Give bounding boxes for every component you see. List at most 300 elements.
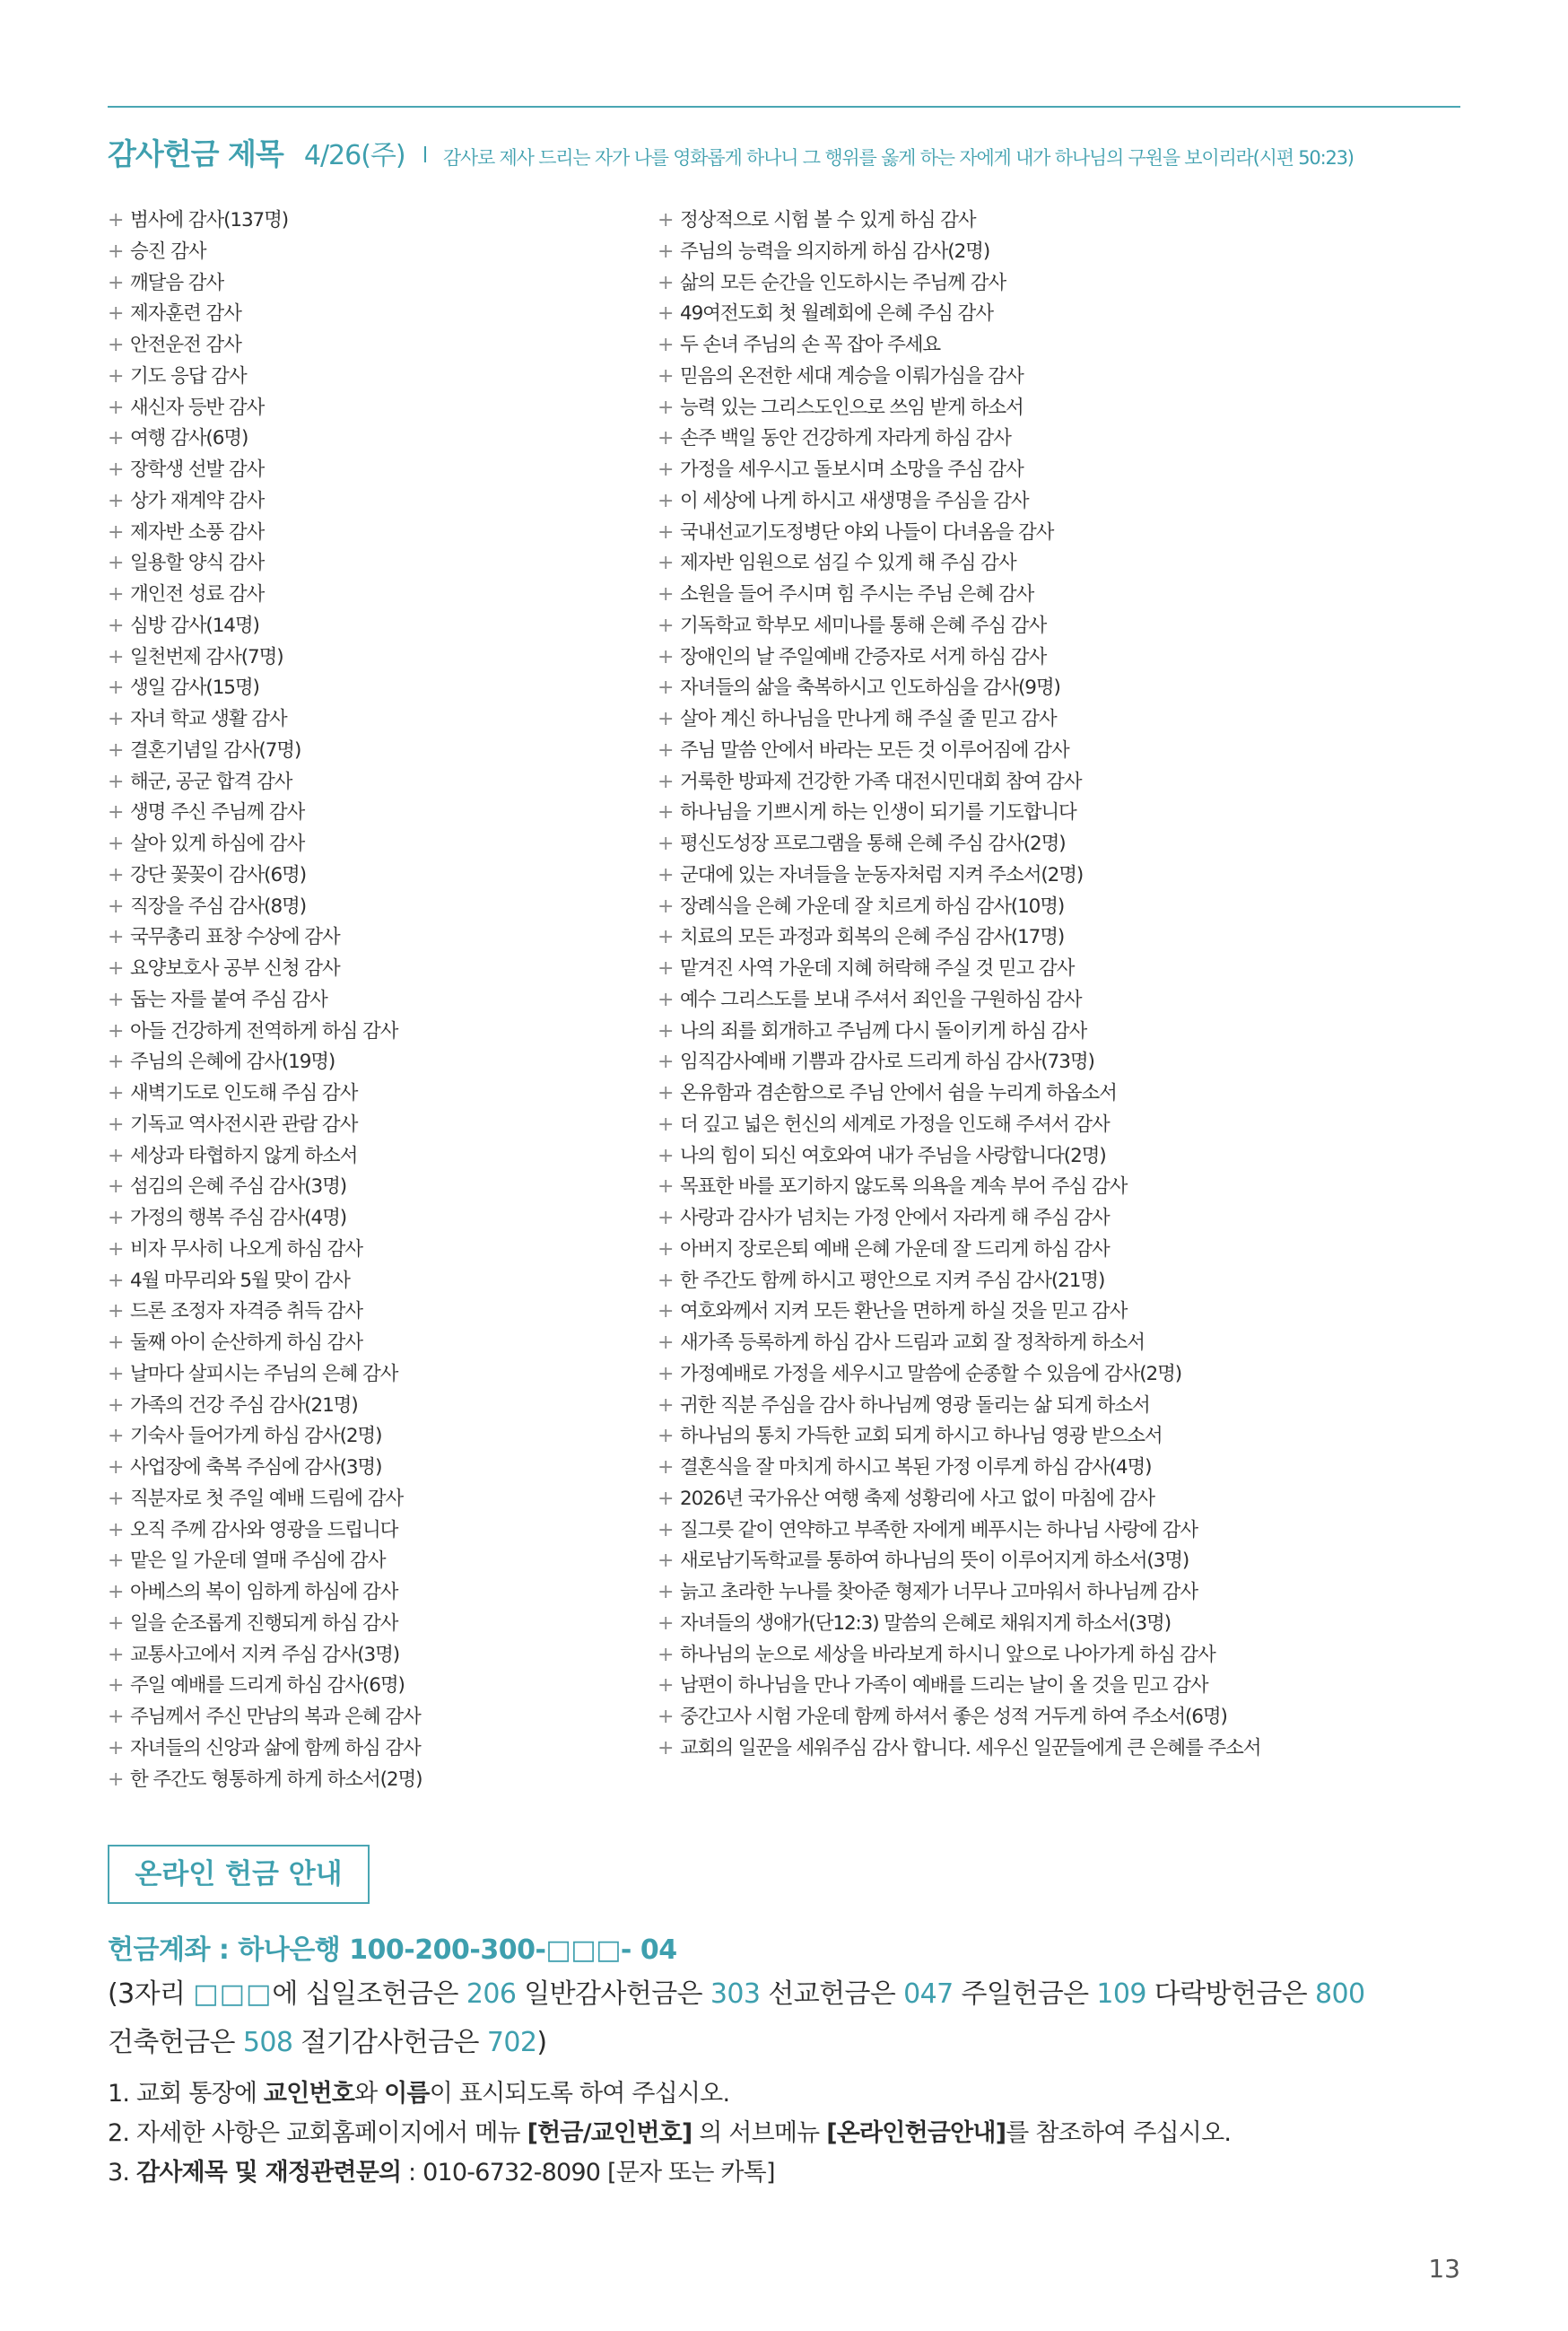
list-item bbox=[658, 455, 1465, 486]
plus-icon: + bbox=[658, 1674, 674, 1698]
list-item-text: 아베스의 복이 임하게 하심에 감사 bbox=[130, 1581, 398, 1603]
code-tithe: 206 bbox=[466, 1978, 517, 2010]
list-item bbox=[658, 1484, 1465, 1515]
list-item bbox=[108, 798, 646, 829]
list-item bbox=[658, 1328, 1465, 1359]
list-item-text: 새로남기독학교를 통하여 하나님의 뜻이 이루어지게 하소서(3명) bbox=[680, 1550, 1189, 1573]
plus-icon: + bbox=[108, 1768, 124, 1791]
list-item bbox=[108, 985, 646, 1017]
codes-intro: (3자리 bbox=[108, 1978, 194, 2010]
plus-icon: + bbox=[108, 1113, 124, 1136]
list-item bbox=[108, 299, 646, 330]
list-item bbox=[658, 673, 1465, 704]
plus-icon: + bbox=[108, 863, 124, 886]
list-item-text: 가정을 세우시고 돌보시며 소망을 주심 감사 bbox=[680, 458, 1024, 481]
plus-icon: + bbox=[658, 427, 674, 450]
top-divider bbox=[108, 106, 1460, 108]
list-item bbox=[108, 1110, 646, 1141]
page-number: 13 bbox=[1428, 2254, 1460, 2283]
plus-icon: + bbox=[108, 1207, 124, 1229]
list-item-text: 맡은 일 가운데 열매 주심에 감사 bbox=[130, 1550, 386, 1573]
plus-icon: + bbox=[658, 240, 674, 263]
list-item-text: 두 손녀 주님의 손 꼭 잡아 주세요 bbox=[680, 334, 941, 356]
list-item-text: 목표한 바를 포기하지 않도록 의욕을 계속 부어 주심 감사 bbox=[680, 1175, 1128, 1199]
plus-icon: + bbox=[108, 957, 124, 980]
note-1 bbox=[108, 2074, 1231, 2114]
list-item-text: 요양보호사 공부 신청 감사 bbox=[130, 957, 340, 980]
section-date: 4/26(주) bbox=[303, 140, 405, 171]
list-item-text: 생일 감사(15명) bbox=[130, 677, 259, 700]
list-item-text: 여호와께서 지켜 모든 환난을 면하게 하실 것을 믿고 감사 bbox=[680, 1300, 1128, 1323]
plus-icon: + bbox=[108, 240, 124, 263]
list-item bbox=[658, 1421, 1465, 1453]
list-item-text: 능력 있는 그리스도인으로 쓰임 받게 하소서 bbox=[680, 396, 1024, 419]
plus-icon: + bbox=[108, 334, 124, 356]
plus-icon: + bbox=[658, 863, 674, 886]
plus-icon: + bbox=[108, 552, 124, 575]
list-item-text: 결혼기념일 감사(7명) bbox=[130, 738, 301, 762]
plus-icon: + bbox=[658, 1518, 674, 1541]
list-item-text: 국내선교기도정병단 야외 나들이 다녀옴을 감사 bbox=[680, 520, 1054, 544]
plus-icon: + bbox=[108, 302, 124, 326]
list-item bbox=[108, 1546, 646, 1577]
list-item-text: 49여전도회 첫 월례회에 은혜 주심 감사 bbox=[680, 302, 993, 326]
list-item-text: 나의 힘이 되신 여호와여 내가 주님을 사랑합니다(2명) bbox=[680, 1144, 1106, 1167]
list-item bbox=[108, 1453, 646, 1484]
online-offering-title: 온라인 헌금 안내 bbox=[108, 1845, 370, 1904]
section-title: 감사헌금 제목 bbox=[108, 136, 283, 171]
list-item bbox=[108, 704, 646, 736]
plus-icon: + bbox=[108, 1019, 124, 1043]
plus-icon: + bbox=[658, 1051, 674, 1074]
list-item-text: 늙고 초라한 누나를 찾아준 형제가 너무나 고마워서 하나님께 감사 bbox=[680, 1581, 1198, 1603]
plus-icon: + bbox=[658, 271, 674, 294]
list-item-text: 주님의 은혜에 감사(19명) bbox=[130, 1051, 335, 1074]
section-header bbox=[108, 131, 1471, 173]
list-item bbox=[658, 1609, 1465, 1640]
note-2-text-a: 2. 자세한 사항은 교회홈페이지에서 메뉴 bbox=[108, 2119, 527, 2147]
plus-icon: + bbox=[658, 1269, 674, 1292]
list-item bbox=[108, 237, 646, 268]
plus-icon: + bbox=[658, 1550, 674, 1573]
thanks-list-left bbox=[108, 205, 646, 1795]
plus-icon: + bbox=[658, 334, 674, 356]
list-item-text: 새벽기도로 인도해 주심 감사 bbox=[130, 1082, 358, 1104]
list-item-text: 믿음의 온전한 세대 계승을 이뤄가심을 감사 bbox=[680, 364, 1024, 388]
list-item bbox=[108, 829, 646, 860]
list-item bbox=[108, 860, 646, 892]
plus-icon: + bbox=[658, 489, 674, 512]
list-item-text: 하나님의 눈으로 세상을 바라보게 하시니 앞으로 나아가게 하심 감사 bbox=[680, 1643, 1215, 1666]
list-item bbox=[658, 1391, 1465, 1422]
code-building: 508 bbox=[242, 2027, 293, 2058]
list-item bbox=[658, 1172, 1465, 1203]
plus-icon: + bbox=[108, 833, 124, 855]
plus-icon: + bbox=[658, 1144, 674, 1167]
plus-icon: + bbox=[108, 1175, 124, 1199]
list-item-text: 손주 백일 동안 건강하게 자라게 하심 감사 bbox=[680, 427, 1011, 450]
plus-icon: + bbox=[108, 458, 124, 481]
plus-icon: + bbox=[658, 458, 674, 481]
list-item-text: 기독학교 학부모 세미나를 통해 은혜 주심 감사 bbox=[680, 614, 1047, 637]
list-item-text: 직장을 주심 감사(8명) bbox=[130, 895, 306, 918]
list-item-text: 제자반 임원으로 섬길 수 있게 해 주심 감사 bbox=[680, 552, 1016, 575]
plus-icon: + bbox=[658, 364, 674, 388]
list-item-text: 일천번제 감사(7명) bbox=[130, 645, 283, 668]
plus-icon: + bbox=[108, 738, 124, 762]
plus-icon: + bbox=[108, 801, 124, 825]
plus-icon: + bbox=[658, 708, 674, 730]
list-item bbox=[108, 1421, 646, 1453]
list-item bbox=[108, 642, 646, 674]
list-item-text: 거룩한 방파제 건강한 가족 대전시민대회 참여 감사 bbox=[680, 770, 1082, 793]
list-item bbox=[108, 330, 646, 362]
list-item bbox=[108, 1141, 646, 1173]
thanks-list-right bbox=[658, 205, 1465, 1765]
plus-icon: + bbox=[658, 1736, 674, 1759]
plus-icon: + bbox=[108, 427, 124, 450]
list-item-text: 삶의 모든 순간을 인도하시는 주님께 감사 bbox=[680, 271, 1006, 294]
list-item bbox=[658, 205, 1465, 237]
list-item bbox=[108, 922, 646, 954]
plus-icon: + bbox=[108, 364, 124, 388]
list-item-text: 주님의 능력을 의지하게 하심 감사(2명) bbox=[680, 240, 990, 263]
list-item bbox=[108, 580, 646, 611]
plus-icon: + bbox=[658, 614, 674, 637]
list-item bbox=[658, 1702, 1465, 1733]
list-item bbox=[658, 237, 1465, 268]
list-item bbox=[108, 1047, 646, 1078]
list-item bbox=[658, 1453, 1465, 1484]
note-1-text-c: 와 bbox=[354, 2080, 385, 2108]
note-3 bbox=[108, 2153, 1231, 2193]
list-item bbox=[658, 892, 1465, 923]
list-item bbox=[108, 1328, 646, 1359]
note-3-text-a: 3. bbox=[108, 2159, 136, 2187]
list-item-text: 일용할 양식 감사 bbox=[130, 552, 265, 575]
list-item bbox=[108, 1640, 646, 1672]
list-item bbox=[658, 548, 1465, 580]
list-item-text: 날마다 살피시는 주님의 은혜 감사 bbox=[130, 1362, 398, 1385]
list-item bbox=[108, 486, 646, 518]
codes-label-darak: 다락방헌금은 bbox=[1146, 1978, 1316, 2010]
plus-icon: + bbox=[658, 957, 674, 980]
list-item bbox=[108, 673, 646, 704]
list-item bbox=[108, 1671, 646, 1702]
list-item-text: 범사에 감사(137명) bbox=[130, 209, 289, 231]
plus-icon: + bbox=[108, 1456, 124, 1479]
plus-icon: + bbox=[108, 926, 124, 949]
offering-codes bbox=[108, 1970, 1471, 2067]
list-item bbox=[658, 1577, 1465, 1609]
plus-icon: + bbox=[658, 1237, 674, 1261]
list-item-text: 자녀들의 생애가(단12:3) 말씀의 은혜로 채워지게 하소서(3명) bbox=[680, 1611, 1172, 1635]
note-2-menu: [헌금/교인번호] bbox=[527, 2119, 693, 2147]
list-item bbox=[108, 611, 646, 642]
list-item bbox=[658, 268, 1465, 300]
note-1-text-a: 1. 교회 통장에 bbox=[108, 2080, 264, 2108]
plus-icon: + bbox=[108, 1706, 124, 1728]
list-item bbox=[108, 892, 646, 923]
list-item bbox=[108, 268, 646, 300]
list-item bbox=[658, 393, 1465, 424]
list-item bbox=[658, 704, 1465, 736]
list-item-text: 정상적으로 시험 볼 수 있게 하심 감사 bbox=[680, 209, 976, 231]
list-item-text: 주님 말씀 안에서 바라는 모든 것 이루어짐에 감사 bbox=[680, 738, 1069, 762]
list-item bbox=[108, 767, 646, 799]
list-item-text: 가정의 행복 주심 감사(4명) bbox=[130, 1207, 347, 1229]
list-item bbox=[658, 922, 1465, 954]
list-item bbox=[108, 548, 646, 580]
list-item bbox=[108, 1609, 646, 1640]
list-item bbox=[658, 642, 1465, 674]
list-item bbox=[658, 736, 1465, 767]
codes-suffix: 에 십일조헌금은 bbox=[272, 1978, 466, 2010]
list-item bbox=[108, 423, 646, 455]
list-item-text: 자녀들의 신앙과 삶에 함께 하심 감사 bbox=[130, 1736, 421, 1759]
list-item-text: 결혼식을 잘 마치게 하시고 복된 가정 이루게 하심 감사(4명) bbox=[680, 1456, 1152, 1479]
list-item bbox=[658, 1671, 1465, 1702]
list-item-text: 주님께서 주신 만남의 복과 은혜 감사 bbox=[130, 1706, 421, 1728]
header-verse: 감사로 제사 드리는 자가 나를 영화롭게 하나니 그 행위를 옳게 하는 자에게 내가 하나님의 구원을 보이리라(시편 50:23) bbox=[442, 147, 1354, 169]
plus-icon: + bbox=[658, 583, 674, 606]
list-item-text: 개인전 성료 감사 bbox=[130, 583, 265, 606]
plus-icon: + bbox=[658, 1082, 674, 1104]
plus-icon: + bbox=[108, 677, 124, 700]
list-item bbox=[658, 767, 1465, 799]
list-item-text: 한 주간도 형통하게 하게 하소서(2명) bbox=[130, 1768, 422, 1791]
list-item-text: 2026년 국가유산 여행 축제 성황리에 사고 없이 마침에 감사 bbox=[680, 1487, 1154, 1510]
plus-icon: + bbox=[108, 1643, 124, 1666]
list-item-text: 남편이 하나님을 만나 가족이 예배를 드리는 날이 올 것을 믿고 감사 bbox=[680, 1674, 1208, 1698]
offering-notes bbox=[108, 2074, 1231, 2193]
plus-icon: + bbox=[108, 645, 124, 668]
list-item bbox=[108, 1017, 646, 1048]
list-item bbox=[108, 1359, 646, 1391]
list-item bbox=[658, 1515, 1465, 1547]
list-item-text: 하나님의 통치 가득한 교회 되게 하시고 하나님 영광 받으소서 bbox=[680, 1425, 1163, 1448]
list-item-text: 상가 재계약 감사 bbox=[130, 489, 265, 512]
list-item-text: 온유함과 겸손함으로 주님 안에서 쉼을 누리게 하옵소서 bbox=[680, 1082, 1117, 1104]
plus-icon: + bbox=[108, 1269, 124, 1292]
list-item bbox=[658, 1110, 1465, 1141]
plus-icon: + bbox=[108, 895, 124, 918]
list-item bbox=[658, 486, 1465, 518]
list-item-text: 생명 주신 주님께 감사 bbox=[130, 801, 305, 825]
note-2-text-c: 의 서브메뉴 bbox=[692, 2119, 827, 2147]
list-item bbox=[108, 1266, 646, 1297]
list-item bbox=[108, 954, 646, 985]
plus-icon: + bbox=[108, 1237, 124, 1261]
list-item bbox=[658, 1266, 1465, 1297]
list-item bbox=[658, 1203, 1465, 1235]
list-item-text: 더 깊고 넓은 헌신의 세계로 가정을 인도해 주셔서 감사 bbox=[680, 1113, 1110, 1136]
list-item-text: 승진 감사 bbox=[130, 240, 206, 263]
plus-icon: + bbox=[108, 1082, 124, 1104]
plus-icon: + bbox=[658, 1706, 674, 1728]
plus-icon: + bbox=[658, 1331, 674, 1354]
list-item-text: 사업장에 축복 주심에 감사(3명) bbox=[130, 1456, 382, 1479]
list-item-text: 평신도성장 프로그램을 통해 은혜 주심 감사(2명) bbox=[680, 833, 1066, 855]
list-item bbox=[108, 393, 646, 424]
account-info: 헌금계좌 : 하나은행 100-200-300-□□□- 04 bbox=[108, 1934, 677, 1966]
list-item bbox=[108, 1577, 646, 1609]
list-item bbox=[658, 580, 1465, 611]
list-item-text: 아버지 장로은퇴 예배 은혜 가운데 잘 드리게 하심 감사 bbox=[680, 1237, 1110, 1261]
plus-icon: + bbox=[108, 1518, 124, 1541]
plus-icon: + bbox=[658, 833, 674, 855]
note-1-member-number: 교인번호 bbox=[263, 2080, 355, 2108]
plus-icon: + bbox=[658, 1487, 674, 1510]
plus-icon: + bbox=[658, 1300, 674, 1323]
list-item bbox=[108, 1733, 646, 1765]
plus-icon: + bbox=[658, 801, 674, 825]
codes-label-sunday: 주일헌금은 bbox=[953, 1978, 1097, 2010]
list-item-text: 비자 무사히 나오게 하심 감사 bbox=[130, 1237, 362, 1261]
list-item-text: 한 주간도 함께 하시고 평안으로 지켜 주심 감사(21명) bbox=[680, 1269, 1105, 1292]
code-season: 702 bbox=[486, 2027, 537, 2058]
list-item-text: 세상과 타협하지 않게 하소서 bbox=[130, 1144, 358, 1167]
code-mission: 047 bbox=[903, 1978, 954, 2010]
list-item bbox=[658, 423, 1465, 455]
plus-icon: + bbox=[658, 1019, 674, 1043]
list-item bbox=[658, 1296, 1465, 1328]
plus-icon: + bbox=[108, 614, 124, 637]
list-item-text: 귀한 직분 주심을 감사 하나님께 영광 돌리는 삶 되게 하소서 bbox=[680, 1393, 1150, 1417]
list-item-text: 소원을 들어 주시며 힘 주시는 주님 은혜 감사 bbox=[680, 583, 1034, 606]
list-item bbox=[658, 954, 1465, 985]
header-separator bbox=[424, 146, 426, 162]
code-sunday: 109 bbox=[1096, 1978, 1146, 2010]
list-item-text: 사랑과 감사가 넘치는 가정 안에서 자라게 해 주심 감사 bbox=[680, 1207, 1110, 1229]
codes-label-thanks: 일반감사헌금은 bbox=[516, 1978, 710, 2010]
list-item bbox=[658, 1235, 1465, 1266]
list-item-text: 질그릇 같이 연약하고 부족한 자에게 베푸시는 하나님 사랑에 감사 bbox=[680, 1518, 1198, 1541]
plus-icon: + bbox=[108, 708, 124, 730]
plus-icon: + bbox=[108, 1611, 124, 1635]
plus-icon: + bbox=[658, 396, 674, 419]
plus-icon: + bbox=[658, 770, 674, 793]
plus-icon: + bbox=[658, 645, 674, 668]
list-item-text: 살아 계신 하나님을 만나게 해 주실 줄 믿고 감사 bbox=[680, 708, 1057, 730]
plus-icon: + bbox=[108, 1550, 124, 1573]
plus-icon: + bbox=[658, 677, 674, 700]
list-item-text: 안전운전 감사 bbox=[130, 334, 241, 356]
list-item-text: 해군, 공군 합격 감사 bbox=[130, 770, 292, 793]
list-item bbox=[108, 455, 646, 486]
list-item-text: 자녀들의 삶을 축복하시고 인도하심을 감사(9명) bbox=[680, 677, 1060, 700]
note-2-text-e: 를 참조하여 주십시오. bbox=[1006, 2119, 1232, 2147]
plus-icon: + bbox=[658, 1425, 674, 1448]
note-3-contact-label: 감사제목 및 재정관련문의 bbox=[135, 2159, 402, 2187]
list-item bbox=[108, 1765, 646, 1796]
list-item-text: 돕는 자를 붙여 주심 감사 bbox=[130, 988, 327, 1011]
plus-icon: + bbox=[108, 520, 124, 544]
plus-icon: + bbox=[658, 552, 674, 575]
list-item bbox=[108, 205, 646, 237]
list-item bbox=[658, 1141, 1465, 1173]
list-item-text: 이 세상에 나게 하시고 새생명을 주심을 감사 bbox=[680, 489, 1029, 512]
note-1-name: 이름 bbox=[384, 2080, 430, 2108]
list-item-text: 여행 감사(6명) bbox=[130, 427, 248, 450]
note-1-text-e: 이 표시되도록 하여 주십시오. bbox=[429, 2080, 730, 2108]
list-item-text: 장례식을 은혜 가운데 잘 치르게 하심 감사(10명) bbox=[680, 895, 1065, 918]
list-item-text: 일을 순조롭게 진행되게 하심 감사 bbox=[130, 1611, 398, 1635]
plus-icon: + bbox=[658, 1362, 674, 1385]
list-item-text: 심방 감사(14명) bbox=[130, 614, 259, 637]
list-item bbox=[108, 1235, 646, 1266]
list-item bbox=[658, 1640, 1465, 1672]
plus-icon: + bbox=[108, 1393, 124, 1417]
list-item-text: 깨달음 감사 bbox=[130, 271, 224, 294]
plus-icon: + bbox=[108, 1362, 124, 1385]
list-item bbox=[108, 362, 646, 393]
list-item-text: 치료의 모든 과정과 회복의 은혜 주심 감사(17명) bbox=[680, 926, 1065, 949]
code-darak: 800 bbox=[1315, 1978, 1365, 2010]
plus-icon: + bbox=[108, 1300, 124, 1323]
plus-icon: + bbox=[658, 1611, 674, 1635]
plus-icon: + bbox=[108, 988, 124, 1011]
list-item bbox=[658, 798, 1465, 829]
plus-icon: + bbox=[658, 1207, 674, 1229]
list-item-text: 중간고사 시험 가운데 함께 하셔서 좋은 성적 거두게 하여 주소서(6명) bbox=[680, 1706, 1227, 1728]
plus-icon: + bbox=[658, 1393, 674, 1417]
plus-icon: + bbox=[658, 738, 674, 762]
list-item bbox=[108, 1702, 646, 1733]
list-item-text: 가족의 건강 주심 감사(21명) bbox=[130, 1393, 358, 1417]
list-item bbox=[658, 1078, 1465, 1110]
note-2-submenu: [온라인헌금안내] bbox=[826, 2119, 1006, 2147]
codes-label-building: 건축헌금은 bbox=[108, 2027, 243, 2058]
plus-icon: + bbox=[108, 1581, 124, 1603]
list-item bbox=[658, 518, 1465, 549]
list-item bbox=[658, 1733, 1465, 1765]
list-item bbox=[108, 1296, 646, 1328]
list-item-text: 드론 조정자 자격증 취득 감사 bbox=[130, 1300, 362, 1323]
codes-placeholder-boxes: □□□ bbox=[193, 1978, 273, 2010]
plus-icon: + bbox=[108, 209, 124, 231]
list-item-text: 강단 꽃꽂이 감사(6명) bbox=[130, 863, 306, 886]
list-item-text: 임직감사예배 기쁨과 감사로 드리게 하심 감사(73명) bbox=[680, 1051, 1094, 1074]
list-item-text: 직분자로 첫 주일 예배 드림에 감사 bbox=[130, 1487, 404, 1510]
codes-close: ) bbox=[536, 2027, 547, 2058]
list-item-text: 교회의 일꾼을 세워주심 감사 합니다. 세우신 일꾼들에게 큰 은혜를 주소서 bbox=[680, 1736, 1261, 1759]
list-item bbox=[108, 518, 646, 549]
list-item-text: 제자훈련 감사 bbox=[130, 302, 241, 326]
list-item-text: 예수 그리스도를 보내 주셔서 죄인을 구원하심 감사 bbox=[680, 988, 1082, 1011]
list-item-text: 맡겨진 사역 가운데 지혜 허락해 주실 것 믿고 감사 bbox=[680, 957, 1075, 980]
plus-icon: + bbox=[658, 520, 674, 544]
list-item bbox=[658, 611, 1465, 642]
list-item-text: 새신자 등반 감사 bbox=[130, 396, 265, 419]
list-item bbox=[108, 736, 646, 767]
list-item-text: 기숙사 들어가게 하심 감사(2명) bbox=[130, 1425, 382, 1448]
list-item bbox=[658, 1047, 1465, 1078]
list-item-text: 교통사고에서 지켜 주심 감사(3명) bbox=[130, 1643, 400, 1666]
plus-icon: + bbox=[108, 271, 124, 294]
note-2 bbox=[108, 2114, 1231, 2153]
plus-icon: + bbox=[108, 1425, 124, 1448]
plus-icon: + bbox=[108, 1051, 124, 1074]
list-item-text: 기도 응답 감사 bbox=[130, 364, 247, 388]
list-item bbox=[108, 1078, 646, 1110]
plus-icon: + bbox=[658, 1581, 674, 1603]
plus-icon: + bbox=[658, 209, 674, 231]
plus-icon: + bbox=[658, 926, 674, 949]
list-item-text: 오직 주께 감사와 영광을 드립니다 bbox=[130, 1518, 398, 1541]
list-item bbox=[658, 1546, 1465, 1577]
list-item-text: 제자반 소풍 감사 bbox=[130, 520, 265, 544]
